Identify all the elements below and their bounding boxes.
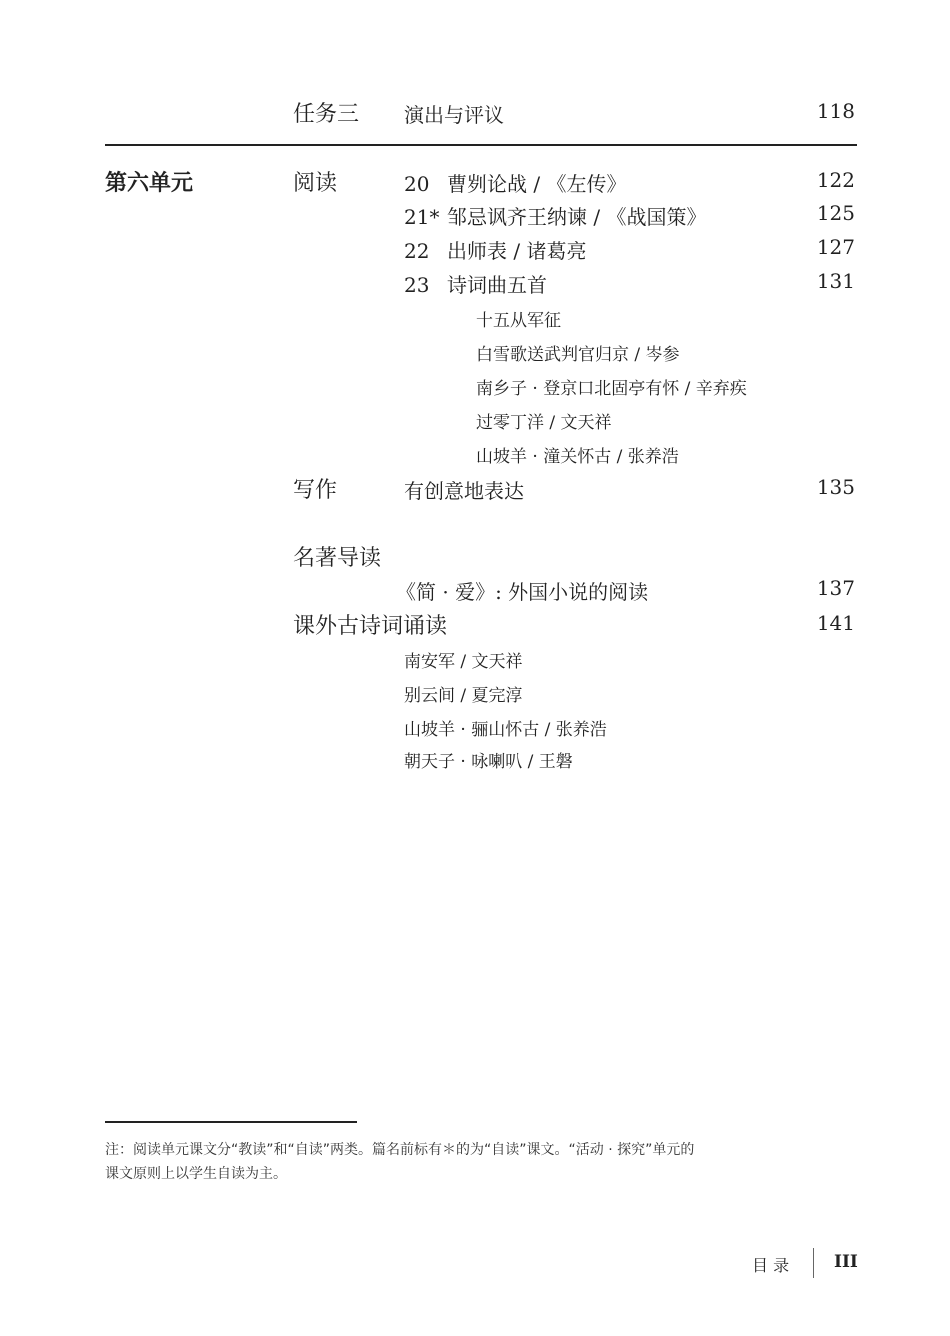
lesson-number: 21* [404,205,440,229]
lesson-title: 诗词曲五首 [447,273,547,297]
lesson-page-number: 127 [816,235,855,259]
footer-section-label: 目 录 [752,1256,790,1275]
footnote-divider [105,1121,357,1123]
task-title[interactable] [404,99,504,128]
extra-poetry-page-number: 141 [816,611,855,635]
poem-item[interactable]: 过零丁洋 / 文天祥 [476,413,612,433]
footnote-line-1: 注：阅读单元课文分“教读”和“自读”两类。篇名前标有＊的为“自读”课文。“活动 · 探究”单元的 [105,1142,695,1158]
lesson-number: 23 [404,273,430,297]
lesson-number: 22 [404,239,430,263]
task-title-text: 演出与评议 [404,103,504,127]
task-page-number: 118 [816,99,855,123]
footnote-line-2: 课文原则上以学生自读为主。 [105,1166,287,1182]
extra-poetry-label[interactable]: 课外古诗词诵读 [293,614,448,639]
extra-poem-item[interactable]: 别云间 / 夏完淳 [404,686,523,706]
unit-title: 第六单元 [105,170,194,196]
footer-divider [813,1248,814,1278]
poem-item[interactable]: 白雪歌送武判官归京 / 岑参 [476,345,680,365]
section-divider [105,144,857,146]
lesson-number: 20 [404,172,430,196]
lesson-item[interactable] [404,235,586,264]
lesson-title: 出师表 / 诸葛亮 [447,239,587,263]
task-label: 任务三 [293,102,360,127]
reading-label: 阅读 [293,171,338,196]
classics-title[interactable]: 《简 · 爱》: 外国小说的阅读 [396,580,649,604]
classics-page-number: 137 [816,576,855,600]
lesson-title: 邹忌讽齐王纳谏 / 《战国策》 [447,205,707,229]
extra-poem-item[interactable]: 山坡羊 · 骊山怀古 / 张养浩 [404,720,607,740]
poem-item[interactable]: 南乡子 · 登京口北固亭有怀 / 辛弃疾 [476,379,747,399]
poem-item[interactable]: 十五从军征 [476,311,561,331]
writing-page-number: 135 [816,475,855,499]
footer-page-numeral: III [834,1252,858,1272]
lesson-item[interactable] [404,201,706,230]
classics-label: 名著导读 [293,546,382,571]
poem-item[interactable]: 山坡羊 · 潼关怀古 / 张养浩 [476,447,679,467]
lesson-page-number: 122 [816,168,855,192]
writing-label: 写作 [293,478,338,503]
extra-poem-item[interactable]: 南安军 / 文天祥 [404,652,523,672]
lesson-item[interactable] [404,168,626,197]
writing-title[interactable]: 有创意地表达 [404,479,524,503]
lesson-page-number: 125 [816,201,855,225]
lesson-page-number: 131 [816,269,855,293]
lesson-item[interactable] [404,269,547,298]
lesson-title: 曹刿论战 / 《左传》 [447,172,627,196]
extra-poem-item[interactable]: 朝天子 · 咏喇叭 / 王磐 [404,752,573,772]
